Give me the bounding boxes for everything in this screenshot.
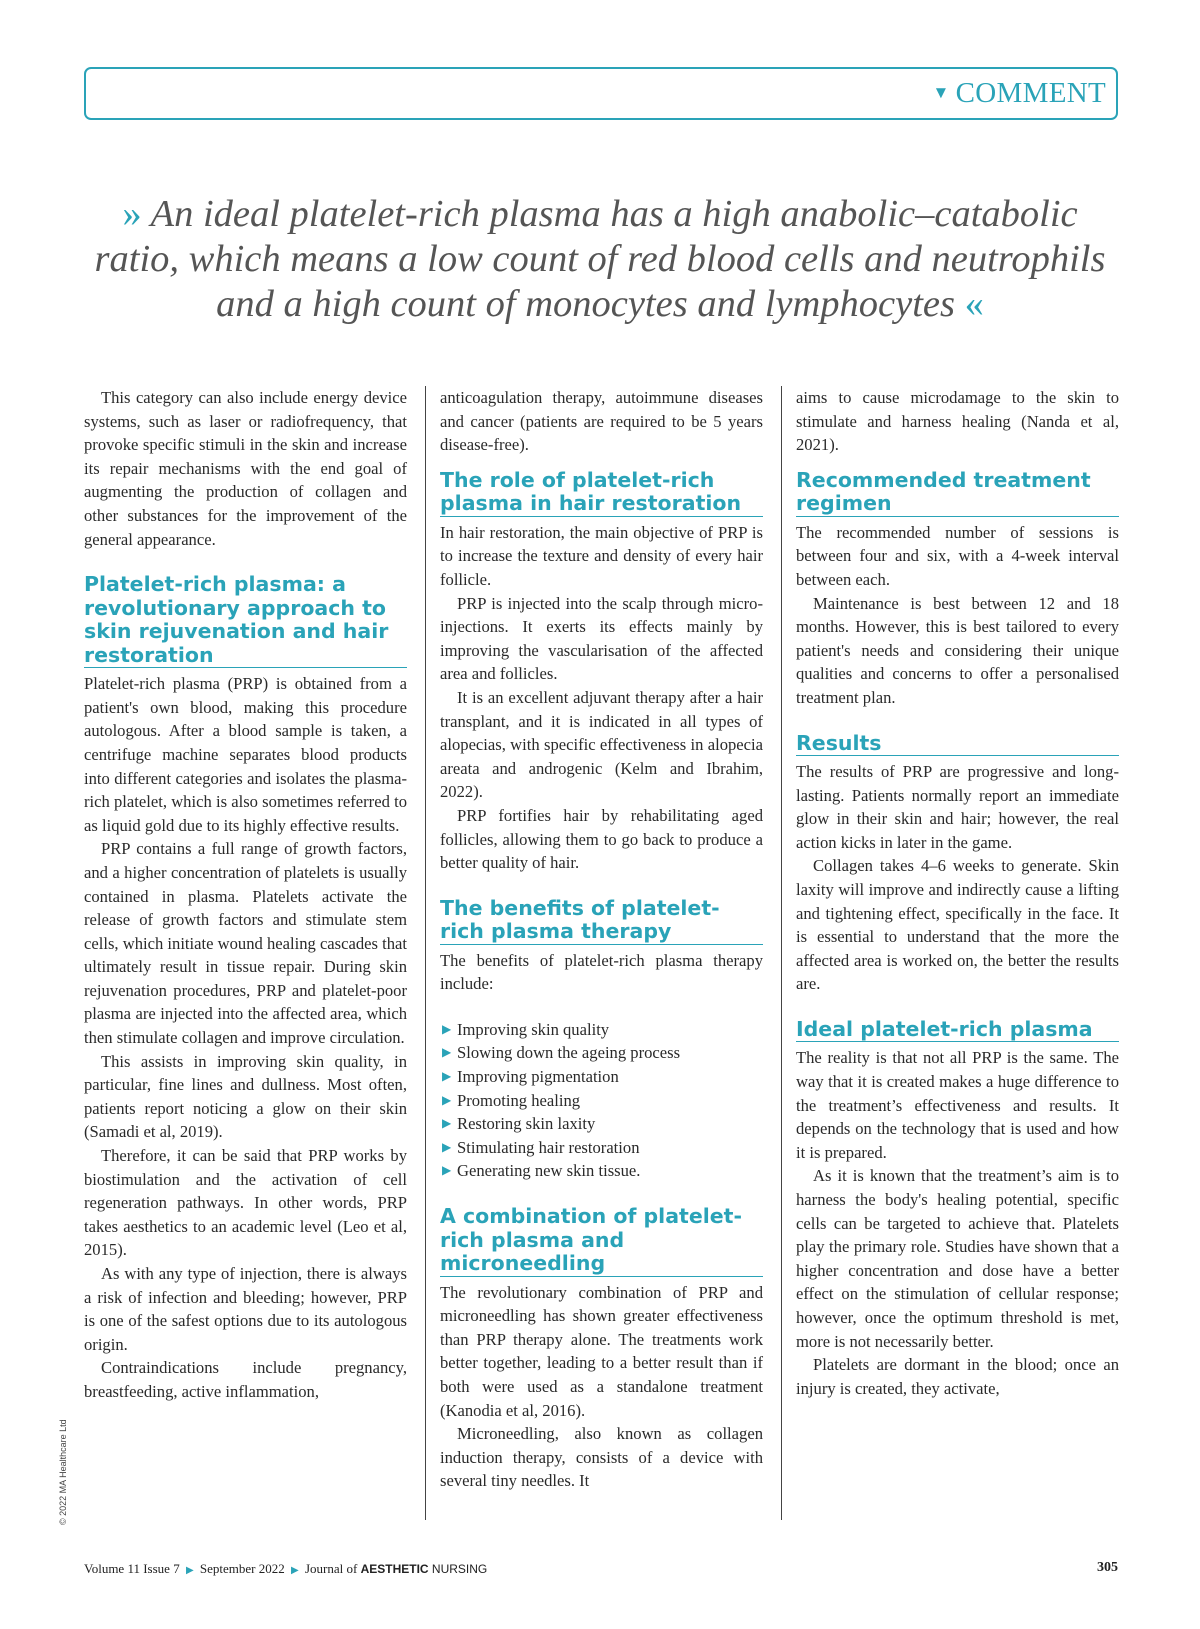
section-heading: The role of platelet-rich plasma in hair restoration — [440, 469, 763, 517]
paragraph: Platelets are dormant in the blood; once an injury is created, they activate, — [796, 1355, 1119, 1398]
page-number: 305 — [1097, 1560, 1118, 1575]
triangle-right-icon: ▶ — [291, 1565, 299, 1576]
paragraph: Maintenance is best between 12 and 18 months. However, this is best tailored to every patient's needs and considering their unique qualities and concerns to offer a personalised treatment plan. — [796, 593, 1119, 707]
section-header-box — [84, 67, 1118, 120]
pull-quote — [80, 192, 1120, 327]
list-item: ▶ Improving pigmentation — [440, 1065, 763, 1089]
section-heading: Recommended treatment regimen — [796, 469, 1119, 517]
paragraph: As it is known that the treatment’s aim is to harness the body's healing potential, specific cells can be targeted to achieve that. Platelets play the primary role. Studies have shown that a higher concentration and dose have a better effect on the stimulation of cellular response; however, once the optimum threshold is met, more is not necessarily better. — [796, 1166, 1119, 1351]
list-item: ▶ Promoting healing — [440, 1089, 763, 1113]
list-item: ▶ Stimulating hair restoration — [440, 1136, 763, 1160]
quote-open-mark: » — [122, 193, 142, 235]
section-heading: Platelet-rich plasma: a revolutionary approach to skin rejuvenation and hair restoration — [84, 573, 407, 668]
section-label: COMMENT — [955, 77, 1106, 109]
section-heading: Ideal platelet-rich plasma — [796, 1018, 1119, 1043]
page-footer — [84, 1561, 1118, 1577]
list-item: ▶ Slowing down the ageing process — [440, 1041, 763, 1065]
list-item: ▶ Improving skin quality — [440, 1018, 763, 1042]
paragraph: The results of PRP are progressive and long-lasting. Patients normally report an immediate glow in their skin and hair; however, the real action kicks in later in the game. — [796, 762, 1119, 852]
paragraph: As with any type of injection, there is always a risk of infection and bleeding; however, PRP is one of the safest options due to its autologous origin. — [84, 1264, 407, 1354]
triangle-right-icon: ▶ — [442, 1092, 452, 1107]
triangle-right-icon: ▶ — [442, 1045, 452, 1060]
footer-date: September 2022 — [199, 1561, 285, 1576]
paragraph: Platelet-rich plasma (PRP) is obtained from a patient's own blood, making this procedure autologous. After a blood sample is taken, a centrifuge machine separates blood products into different categories and isolates the plasma-rich platelet, which is also sometimes referred to as liquid gold due to its highly effective results. — [84, 674, 407, 835]
paragraph: Contraindications include pregnancy, breastfeeding, active inflammation, — [84, 1358, 407, 1401]
paragraph: The benefits of platelet-rich plasma therapy include: — [440, 950, 763, 994]
paragraph: In hair restoration, the main objective of PRP is to increase the texture and density of every hair follicle. — [440, 522, 763, 589]
paragraph: The reality is that not all PRP is the same. The way that it is created makes a huge difference to the treatment’s effectiveness and results. It depends on the technology that is used and how it is prepared. — [796, 1048, 1119, 1162]
triangle-right-icon: ▶ — [442, 1021, 452, 1036]
triangle-right-icon: ▶ — [442, 1069, 452, 1084]
copyright-notice: © 2022 MA Healthcare Ltd — [58, 1419, 68, 1525]
section-heading: The benefits of platelet-rich plasma therapy — [440, 897, 763, 945]
quote-close-mark: « — [964, 283, 984, 325]
section-heading: A combination of platelet-rich plasma and microneedling — [440, 1205, 763, 1277]
column-3 — [796, 386, 1119, 1400]
paragraph: This assists in improving skin quality, in particular, fine lines and dullness. Most often, patients report noticing a glow on their skin (Samadi et al, 2019). — [84, 1051, 407, 1142]
paragraph: PRP contains a full range of growth factors, and a higher concentration of platelets is usually contained in plasma. Platelets activate the release of growth factors and stimulate stem cells, which initiate wound healing cascades that ultimately result in tissue repair. During skin rejuvenation procedures, PRP and platelet-poor plasma are injected into the affected area, which then stimulate collagen and improve circulation. — [84, 839, 408, 1048]
paragraph: This category can also include energy device systems, such as laser or radiofrequency, that provoke specific stimuli in the skin and increase its repair mechanisms with the end goal of augmenting the production of collagen and other substances for the improvement of the general appearance. — [84, 388, 407, 549]
list-item: ▶ Restoring skin laxity — [440, 1112, 763, 1136]
paragraph: PRP is injected into the scalp through micro-injections. It exerts its effects mainly by improving the vascularisation of the affected area and follicles. — [440, 593, 763, 684]
paragraph: The recommended number of sessions is between four and six, with a 4-week interval between each. — [796, 522, 1119, 589]
pull-quote-text: An ideal platelet-rich plasma has a high anabolic–catabolic ratio, which means a low count of red blood cells and neutrophils and a high count of monocytes and lymphocytes — [94, 193, 1106, 325]
triangle-right-icon: ▶ — [185, 1565, 194, 1576]
footer-journal: Journal of AESTHETIC NURSING — [304, 1561, 488, 1576]
triangle-right-icon: ▶ — [442, 1139, 452, 1154]
paragraph: The revolutionary combination of PRP and microneedling has shown greater effectiveness than PRP therapy alone. The treatments work better together, leading to a better result than if both were used as a standalone treatment (Kanodia et al, 2016). — [440, 1282, 763, 1420]
paragraph: Collagen takes 4–6 weeks to generate. Skin laxity will improve and indirectly cause a lifting and tightening effect, specifically in the face. It is essential to understand that the more the affected area is worked on, the better the results are. — [796, 856, 1119, 994]
section-tag — [933, 77, 1106, 109]
section-heading: Results — [796, 732, 1119, 757]
paragraph: anticoagulation therapy, autoimmune diseases and cancer (patients are required to be 5 years disease-free). — [440, 388, 763, 455]
list-item: ▶ Generating new skin tissue. — [440, 1159, 763, 1183]
triangle-down-icon: ▼ — [932, 83, 950, 102]
paragraph: PRP fortifies hair by rehabilitating aged follicles, allowing them to go back to produce a better quality of hair. — [440, 805, 763, 873]
triangle-right-icon: ▶ — [442, 1116, 452, 1131]
column-1 — [84, 386, 407, 1404]
column-divider — [781, 386, 782, 1520]
column-divider — [425, 386, 426, 1520]
benefits-list — [440, 1018, 763, 1183]
paragraph: Therefore, it can be said that PRP works by biostimulation and the activation of cell regeneration pathways. In other words, PRP takes aesthetics to an academic level (Leo et al, 2015). — [84, 1146, 407, 1260]
paragraph: It is an excellent adjuvant therapy after a hair transplant, and it is indicated in all types of alopecias, with specific effectiveness in alopecia areata and androgenic (Kelm and Ibrahim, 2022). — [440, 687, 763, 802]
triangle-right-icon: ▶ — [442, 1163, 452, 1178]
paragraph: aims to cause microdamage to the skin to stimulate and harness healing (Nanda et al, 2021). — [796, 388, 1119, 455]
footer-volume: Volume 11 Issue 7 — [84, 1561, 180, 1576]
column-2 — [440, 386, 763, 1493]
paragraph: Microneedling, also known as collagen induction therapy, consists of a device with several tiny needles. It — [440, 1424, 763, 1491]
